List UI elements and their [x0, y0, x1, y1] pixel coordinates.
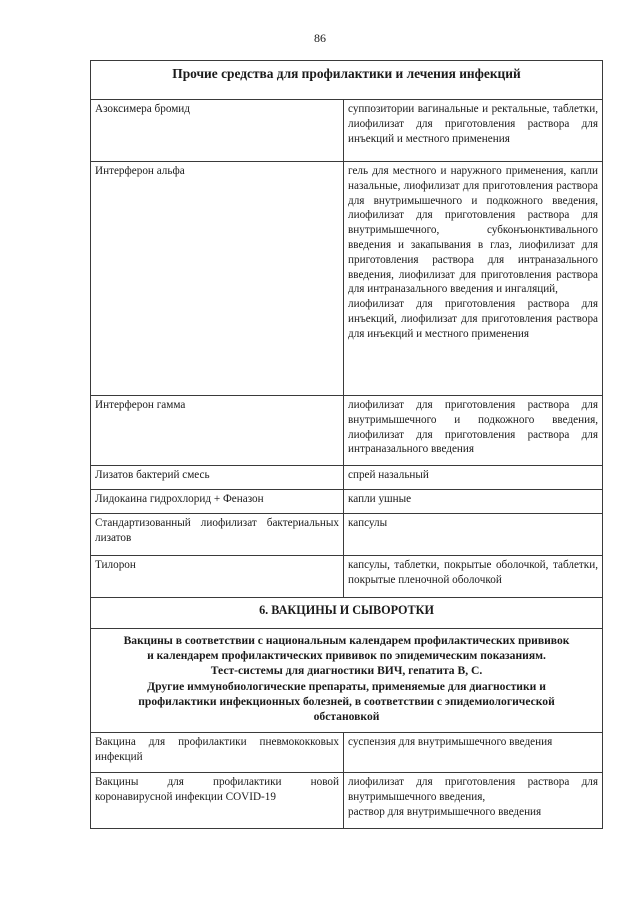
section-title: Прочие средства для профилактики и лечения инфекций	[91, 61, 603, 100]
drug-name: Интерферон альфа	[91, 162, 344, 396]
vaccine-note-row	[91, 629, 603, 733]
table-row	[91, 100, 603, 162]
vaccine-name: Вакцина для профилактики пневмококковых инфекций	[91, 733, 344, 773]
note-line: профилактики инфекционных болезней, в соответствии с эпидемиологической	[138, 694, 555, 708]
vaccine-form: суспензия для внутримышечного введения	[344, 733, 603, 773]
table-row	[91, 466, 603, 490]
table-row	[91, 556, 603, 598]
table-row	[91, 162, 603, 396]
drug-form-extra: лиофилизат для приготовления раствора для инъекций, лиофилизат для приготовления раствора для инъекций и местного применения	[348, 298, 599, 340]
vaccine-form-cell	[344, 773, 603, 829]
table-row	[91, 396, 603, 466]
drug-form-cell	[344, 162, 603, 396]
drug-name: Азоксимера бромид	[91, 100, 344, 162]
drug-form: гель для местного и наружного применения, капли назальные, лиофилизат для приготовления раствора для внутримышечного и подкожного введения, лиофилизат для приготовления раствора для внутримышечного, субконъюнктивального введения и закапывания в глаз, лиофилизат для приготовления раствора для интраназального введения, лиофилизат для приготовления раствора для интраназального введения и ингаляций,	[348, 165, 599, 296]
vaccine-form: лиофилизат для приготовления раствора для внутримышечного введения,	[348, 776, 599, 803]
drug-list-table	[90, 60, 603, 829]
vaccine-form-extra: раствор для внутримышечного введения	[348, 805, 542, 818]
drug-form: лиофилизат для приготовления раствора для внутримышечного и подкожного введения, лиофилизат для приготовления раствора для интраназального введения	[344, 396, 603, 466]
vaccine-name: Вакцины для профилактики новой коронавирусной инфекции COVID-19	[91, 773, 344, 829]
drug-form: суппозитории вагинальные и ректальные, таблетки, лиофилизат для приготовления раствора для инъекций и местного применения	[344, 100, 603, 162]
drug-form: капсулы	[344, 514, 603, 556]
section-header-row	[91, 61, 603, 100]
drug-form: капсулы, таблетки, покрытые оболочкой, таблетки, покрытые пленочной оболочкой	[344, 556, 603, 598]
vaccine-note	[91, 629, 603, 733]
note-line: Тест-системы для диагностики ВИЧ, гепатита В, С.	[210, 664, 483, 678]
drug-name: Лизатов бактерий смесь	[91, 466, 344, 490]
table-row	[91, 514, 603, 556]
note-line: Другие иммунобиологические препараты, применяемые для диагностики и	[147, 679, 546, 693]
drug-name: Интерферон гамма	[91, 396, 344, 466]
drug-form: капли ушные	[344, 490, 603, 514]
note-line: Вакцины в соответствии с национальным календарем профилактических прививок	[123, 634, 570, 647]
drug-name: Лидокаина гидрохлорид + Феназон	[91, 490, 344, 514]
note-line: и календарем профилактических прививок по эпидемическим показаниям.	[147, 649, 546, 663]
table-row	[91, 733, 603, 773]
table-row	[91, 773, 603, 829]
drug-name: Стандартизованный лиофилизат бактериальных лизатов	[91, 514, 344, 556]
table-row	[91, 490, 603, 514]
drug-form: спрей назальный	[344, 466, 603, 490]
section-title: 6. ВАКЦИНЫ И СЫВОРОТКИ	[91, 598, 603, 629]
section-header-row	[91, 598, 603, 629]
note-line: обстановкой	[313, 710, 380, 724]
drug-name: Тилорон	[91, 556, 344, 598]
page-number: 86	[314, 31, 326, 45]
